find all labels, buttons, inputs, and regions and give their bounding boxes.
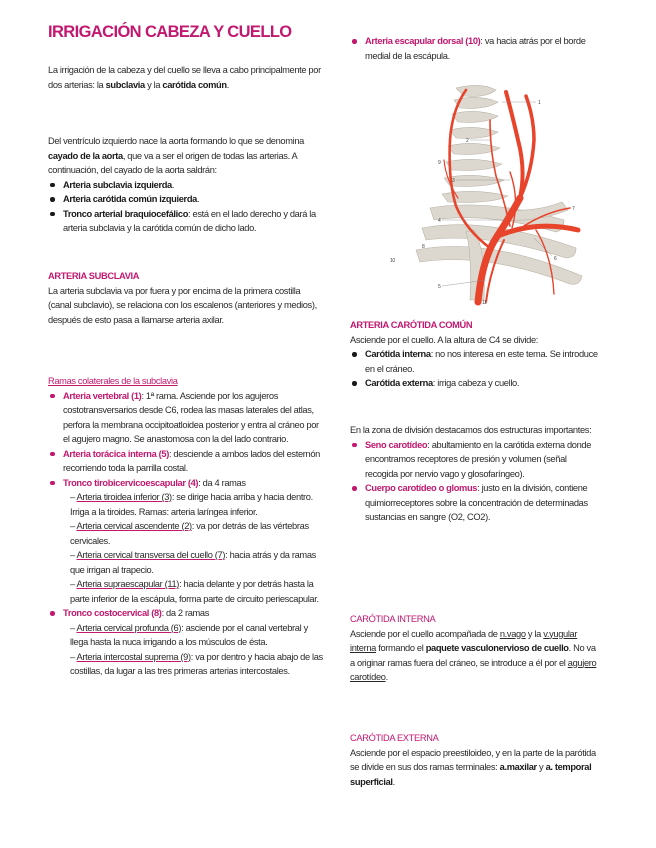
aorta-branches-list bbox=[48, 178, 324, 236]
sub-branch: – Arteria cervical ascendente (2): va por detrás de las vértebras cervicales. bbox=[70, 521, 309, 546]
list-item: Arteria vertebral (1): 1ª rama. Asciende por los agujeros costotransversarios desde C6, rodea las masas laterales del atlas, perfora la membrana occipitoatloidea posterior y entra al cráneo por el agujero magno. Se anastomosa con la del lado contrario. bbox=[48, 389, 324, 447]
neck-arteries-illustration bbox=[386, 80, 586, 306]
figure-label: 1 bbox=[538, 100, 541, 106]
figure-label: 6 bbox=[554, 256, 557, 262]
figure-label: 11 bbox=[482, 300, 487, 306]
subclavia-paragraph: La arteria subclavia va por fuera y por encima de la primera costilla (canal subclavio), se relaciona con los escalenos (anteriores y medios), después de esto pasa a llamarse arteria axilar. bbox=[48, 285, 317, 325]
division-list bbox=[350, 438, 600, 525]
ramas-list bbox=[48, 389, 324, 491]
ramas-list-2 bbox=[48, 606, 324, 621]
list-item: Tronco arterial braquiocefálico: está en el lado derecho y dará la arteria subclavia y la carótida común de dicho lado. bbox=[48, 207, 324, 236]
carotida-interna-paragraph: Asciende por el cuello acompañada de n.vago y la v.yugular interna formando el paquete vasculonervioso de cuello. No va a originar ramas fuera del cráneo, se introduce a él por el agujero carotídeo. bbox=[350, 628, 597, 682]
sub-branch: – Arteria tiroidea inferior (3): se dirige hacia arriba y hacia dentro. Irriga a la tiroides. Ramas: arteria laríngea inferior. bbox=[70, 492, 313, 517]
cervical-spine-drawing bbox=[416, 85, 582, 300]
carotida-interna-heading: CARÓTIDA INTERNA bbox=[350, 614, 436, 624]
list-item: Arteria subclavia izquierda. bbox=[48, 178, 324, 193]
carotida-comun-section bbox=[350, 318, 600, 391]
list-item: Arteria torácica interna (5): desciende a ambos lados del esternón recorriendo toda la parrilla costal. bbox=[48, 447, 324, 476]
ramas-heading: Ramas colaterales de la subclavia bbox=[48, 376, 178, 386]
carotida-externa-paragraph: Asciende por el espacio preestiloideo, y en la parte de la parótida se divide en sus dos ramas terminales: a.maxilar y a. temporal superficial. bbox=[350, 747, 596, 787]
list-item: Seno carotídeo: abultamiento en la carótida externa donde encontramos receptores de presión y volumen (señal recogida por nervio vago y glosofaríngeo). bbox=[350, 438, 600, 482]
escapular-list bbox=[350, 34, 600, 63]
list-item: Carótida externa: irriga cabeza y cuello. bbox=[350, 376, 600, 391]
subclavia-section bbox=[48, 269, 324, 327]
carotida-comun-paragraph: Asciende por el cuello. A la altura de C4 se divide: bbox=[350, 334, 539, 345]
list-item: Tronco tirobicervicoescapular (4): da 4 ramas bbox=[48, 476, 324, 491]
carotida-externa-heading: CARÓTIDA EXTERNA bbox=[350, 733, 439, 743]
carotid-branch bbox=[506, 92, 523, 198]
subclavia-heading: ARTERIA SUBCLAVIA bbox=[48, 271, 140, 281]
carotida-comun-heading: ARTERIA CARÓTIDA COMÚN bbox=[350, 320, 473, 330]
figure-label: 10 bbox=[390, 258, 395, 264]
ramas-section bbox=[48, 374, 324, 679]
figure-label: 3 bbox=[452, 178, 455, 184]
sub-branch: – Arteria supraescapular (11): hacia delante y por detrás hasta la parte inferior de la escápula, forma parte de circuito periescapular. bbox=[70, 579, 319, 604]
figure-label: 5 bbox=[438, 284, 441, 290]
sub-branch: – Arteria cervical transversa del cuello (7): hacia atrás y da ramas que irrigan al trapecio. bbox=[70, 550, 316, 575]
figure-label: 7 bbox=[572, 206, 575, 212]
sub-branch: – Arteria cervical profunda (6): asciende por el canal vertebral y llega hasta la nuca irrigando a los músculos de ésta. bbox=[70, 622, 308, 647]
page-title: IRRIGACIÓN CABEZA Y CUELLO bbox=[48, 23, 292, 41]
list-item: Cuerpo carotídeo o glomus: justo en la división, contiene quimiorreceptores sobre la concentración de determinadas sustancias en sangre (O2, CO2). bbox=[350, 481, 600, 525]
vertebra bbox=[452, 111, 498, 122]
aorta-paragraph: Del ventrículo izquierdo nace la aorta formando lo que se denomina cayado de la aorta, que va a ser el origen de todas las arterias. A continuación, del cayado de la aorta saldrán: bbox=[48, 136, 304, 175]
intro-paragraph: La irrigación de la cabeza y del cuello se lleva a cabo principalmente por dos arterias: la subclavia y la carótida común. bbox=[48, 65, 321, 90]
carotida-interna-section bbox=[350, 612, 600, 685]
division-paragraph: En la zona de división destacamos dos estructuras importantes: bbox=[350, 425, 592, 435]
list-item: Arteria carótida común izquierda. bbox=[48, 192, 324, 207]
aorta-section bbox=[48, 134, 324, 236]
carotida-externa-section bbox=[350, 731, 600, 789]
list-item: Tronco costocervical (8): da 2 ramas bbox=[48, 606, 324, 621]
list-item: Arteria escapular dorsal (10): va hacia atrás por el borde medial de la escápula. bbox=[350, 34, 600, 63]
figure-label: 9 bbox=[438, 160, 441, 166]
sub-branch: – Arteria intercostal suprema (9): va por dentro y hacia abajo de las costillas, da lugar a las tres primeras arterias intercostales. bbox=[70, 651, 323, 676]
division-section bbox=[350, 423, 600, 525]
figure-label: 4 bbox=[438, 218, 441, 224]
list-item: Carótida interna: no nos interesa en este tema. Se introduce en el cráneo. bbox=[350, 347, 600, 376]
figure-label: 2 bbox=[466, 138, 469, 144]
carotida-list bbox=[350, 347, 600, 391]
figure-label: 8 bbox=[422, 244, 425, 250]
